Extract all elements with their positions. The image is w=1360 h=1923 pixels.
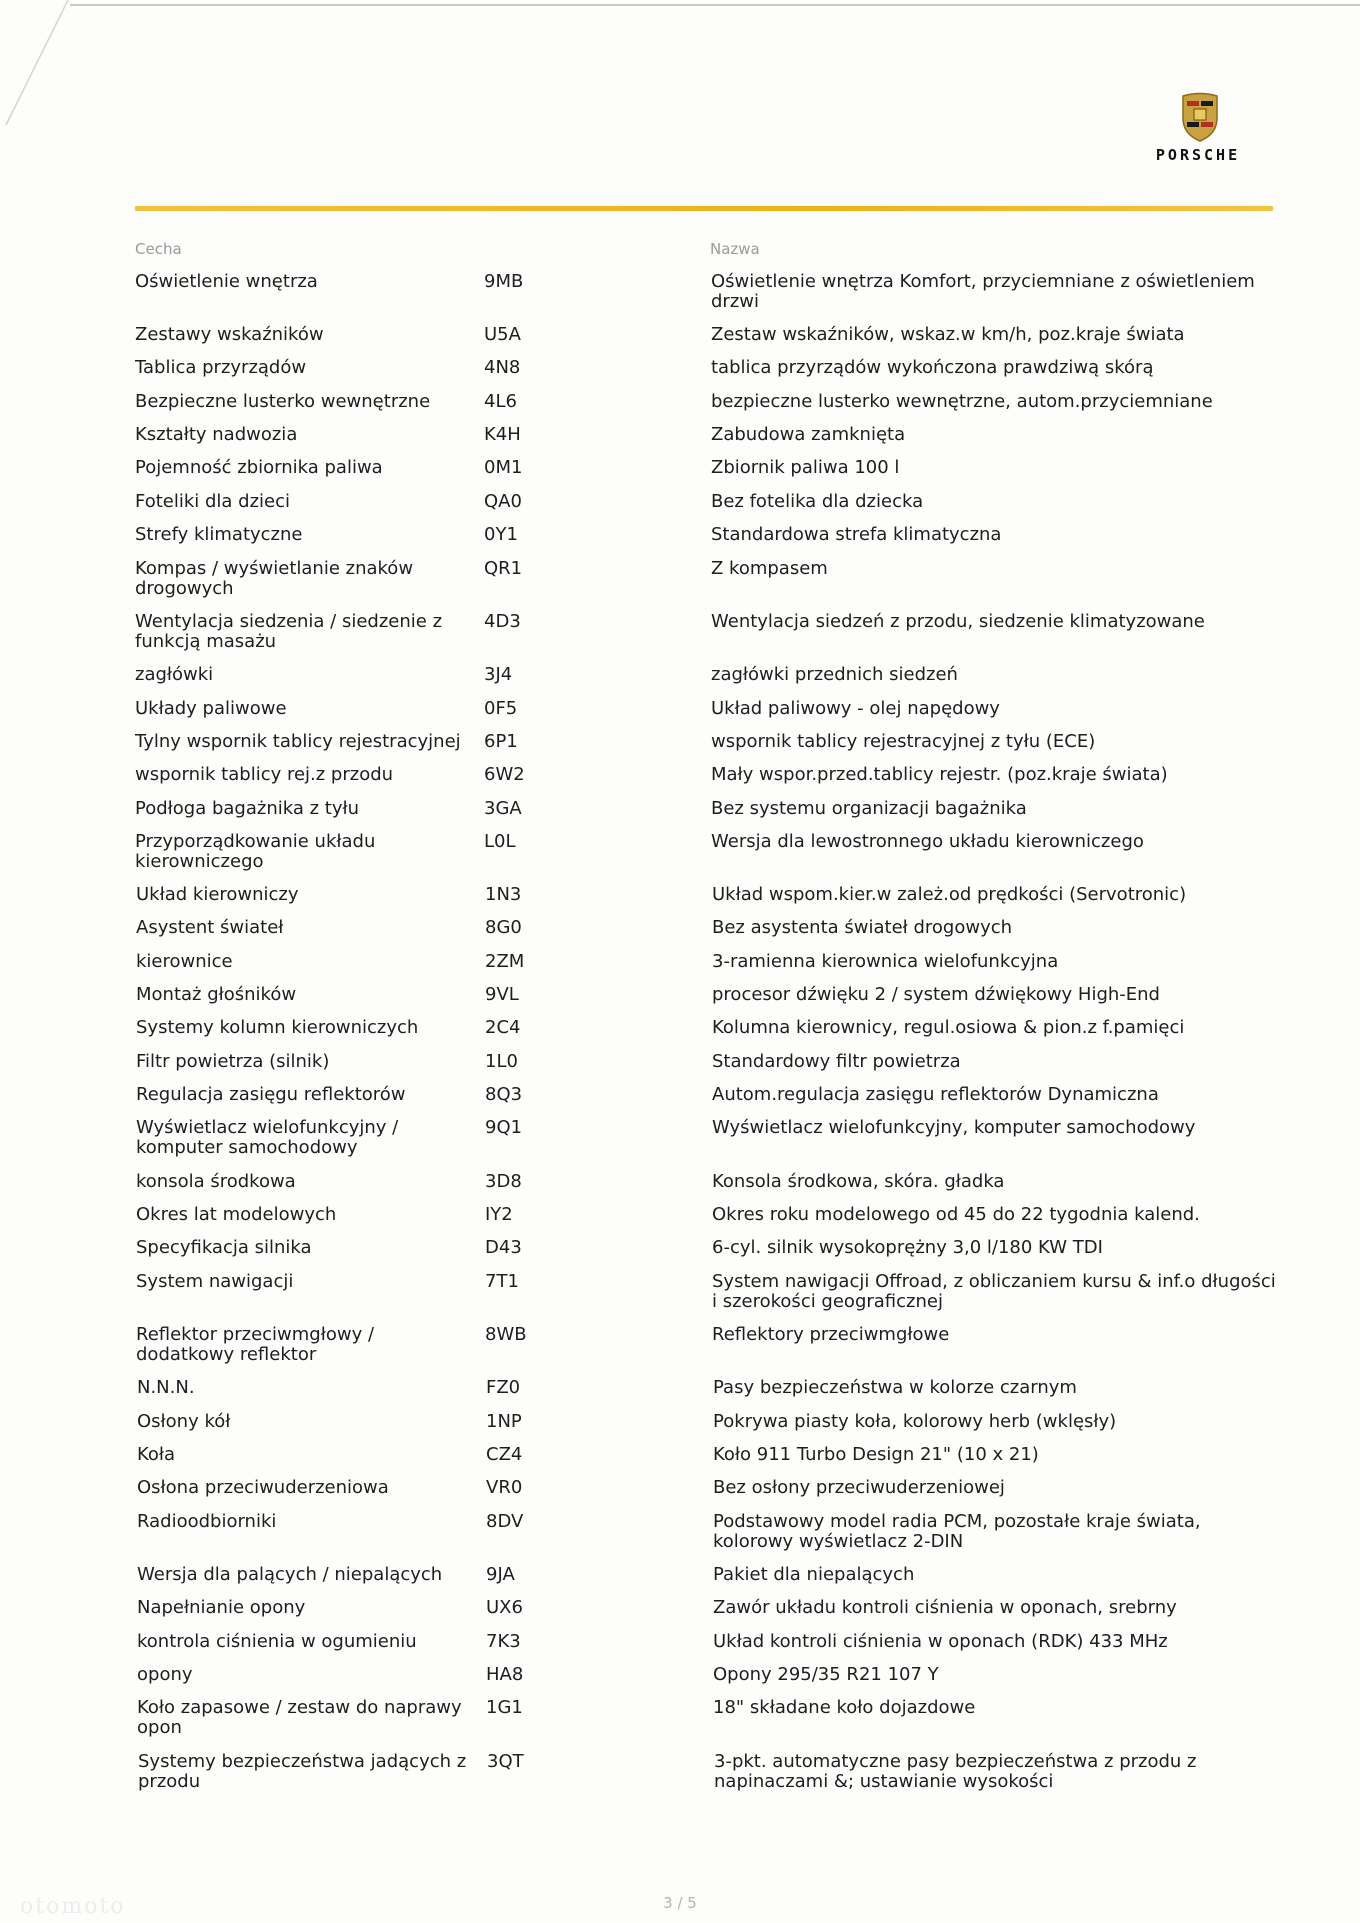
feature-cell: Układ kierowniczy: [136, 884, 299, 905]
code-cell: L0L: [484, 831, 516, 852]
name-cell: Z kompasem: [711, 558, 828, 579]
feature-cell: Wentylacja siedzenia / siedzenie z funkcją masażu: [135, 611, 443, 652]
feature-cell: Filtr powietrza (silnik): [136, 1051, 330, 1072]
name-cell: wspornik tablicy rejestracyjnej z tyłu (ECE): [711, 731, 1096, 752]
code-cell: 8WB: [485, 1324, 527, 1345]
scan-edge: [70, 4, 1360, 6]
code-cell: 3QT: [487, 1751, 524, 1772]
feature-cell: kontrola ciśnienia w ogumieniu: [137, 1631, 417, 1652]
scan-corner: [0, 0, 80, 130]
code-cell: 9Q1: [485, 1117, 523, 1138]
code-cell: 2C4: [485, 1017, 521, 1038]
feature-cell: kierownice: [136, 951, 233, 972]
name-cell: Podstawowy model radia PCM, pozostałe kraje świata, kolorowy wyświetlacz 2-DIN: [713, 1511, 1201, 1552]
name-cell: Bez fotelika dla dziecka: [711, 491, 924, 512]
feature-cell: Wyświetlacz wielofunkcyjny / komputer samochodowy: [136, 1117, 399, 1158]
name-cell: Zabudowa zamknięta: [711, 424, 906, 445]
feature-cell: Bezpieczne lusterko wewnętrzne: [135, 391, 431, 412]
feature-cell: Specyfikacja silnika: [136, 1237, 312, 1258]
code-cell: 9JA: [486, 1564, 515, 1585]
name-cell: Pasy bezpieczeństwa w kolorze czarnym: [713, 1377, 1077, 1398]
code-cell: 7K3: [486, 1631, 521, 1652]
feature-cell: Kształty nadwozia: [135, 424, 298, 445]
feature-cell: Tablica przyrządów: [135, 357, 307, 378]
code-cell: 9MB: [484, 271, 524, 292]
feature-cell: wspornik tablicy rej.z przodu: [135, 764, 394, 785]
code-cell: 4L6: [484, 391, 517, 412]
feature-cell: Reflektor przeciwmgłowy / dodatkowy reflektor: [136, 1324, 375, 1365]
name-cell: System nawigacji Offroad, z obliczaniem kursu & inf.o długości i szerokości geograficznej: [712, 1271, 1276, 1312]
feature-cell: Oświetlenie wnętrza: [135, 271, 318, 292]
code-cell: D43: [485, 1237, 522, 1258]
code-cell: HA8: [486, 1664, 524, 1685]
feature-cell: Koła: [137, 1444, 176, 1465]
page-number: 3 / 5: [663, 1894, 697, 1912]
feature-cell: opony: [137, 1664, 193, 1685]
name-cell: Bez asystenta świateł drogowych: [712, 917, 1013, 938]
watermark: otomoto: [20, 1894, 126, 1919]
name-cell: Kolumna kierownicy, regul.osiowa & pion.z f.pamięci: [712, 1017, 1185, 1038]
name-cell: Zbiornik paliwa 100 l: [711, 457, 900, 478]
name-cell: bezpieczne lusterko wewnętrzne, autom.przyciemniane: [711, 391, 1213, 412]
code-cell: K4H: [484, 424, 521, 445]
feature-cell: Osłony kół: [137, 1411, 231, 1432]
code-cell: 0F5: [484, 698, 518, 719]
code-cell: 3D8: [485, 1171, 522, 1192]
name-cell: Standardowa strefa klimatyczna: [711, 524, 1002, 545]
porsche-crest-icon: [1180, 92, 1220, 142]
name-cell: Opony 295/35 R21 107 Y: [713, 1664, 939, 1685]
name-cell: Autom.regulacja zasięgu reflektorów Dynamiczna: [712, 1084, 1159, 1105]
code-cell: UX6: [486, 1597, 523, 1618]
code-cell: 1G1: [486, 1697, 523, 1718]
code-cell: 3GA: [484, 798, 522, 819]
name-cell: Konsola środkowa, skóra. gładka: [712, 1171, 1005, 1192]
code-cell: 7T1: [485, 1271, 519, 1292]
feature-cell: Foteliki dla dzieci: [135, 491, 291, 512]
code-cell: 8Q3: [485, 1084, 523, 1105]
name-cell: Zawór układu kontroli ciśnienia w oponach, srebrny: [713, 1597, 1177, 1618]
code-cell: QA0: [484, 491, 522, 512]
code-cell: 1L0: [485, 1051, 518, 1072]
name-cell: Standardowy filtr powietrza: [712, 1051, 961, 1072]
feature-cell: Układy paliwowe: [135, 698, 287, 719]
code-cell: 9VL: [485, 984, 519, 1005]
code-cell: QR1: [484, 558, 523, 579]
code-cell: 1N3: [485, 884, 522, 905]
code-cell: 1NP: [486, 1411, 522, 1432]
feature-cell: Wersja dla palących / niepalących: [137, 1564, 443, 1585]
name-cell: Okres roku modelowego od 45 do 22 tygodnia kalend.: [712, 1204, 1200, 1225]
feature-cell: Radioodbiorniki: [137, 1511, 277, 1532]
code-cell: U5A: [484, 324, 521, 345]
feature-cell: Osłona przeciwuderzeniowa: [137, 1477, 389, 1498]
feature-cell: Pojemność zbiornika paliwa: [135, 457, 383, 478]
code-cell: CZ4: [486, 1444, 523, 1465]
name-cell: tablica przyrządów wykończona prawdziwą skórą: [711, 357, 1154, 378]
feature-cell: Okres lat modelowych: [136, 1204, 337, 1225]
name-cell: Pakiet dla niepalących: [713, 1564, 915, 1585]
name-cell: procesor dźwięku 2 / system dźwiękowy High-End: [712, 984, 1160, 1005]
code-cell: IY2: [485, 1204, 513, 1225]
name-cell: Bez osłony przeciwuderzeniowej: [713, 1477, 1005, 1498]
code-cell: 4D3: [484, 611, 521, 632]
column-header-feature: Cecha: [135, 240, 182, 258]
porsche-logo: [1128, 92, 1268, 167]
name-cell: Układ kontroli ciśnienia w oponach (RDK) 433 MHz: [713, 1631, 1168, 1652]
code-cell: 0Y1: [484, 524, 518, 545]
code-cell: 6P1: [484, 731, 518, 752]
name-cell: Układ paliwowy - olej napędowy: [711, 698, 1000, 719]
code-cell: 6W2: [484, 764, 525, 785]
name-cell: 18" składane koło dojazdowe: [713, 1697, 976, 1718]
name-cell: Wyświetlacz wielofunkcyjny, komputer samochodowy: [712, 1117, 1196, 1138]
name-cell: Reflektory przeciwmgłowe: [712, 1324, 950, 1345]
feature-cell: Tylny wspornik tablicy rejestracyjnej: [135, 731, 461, 752]
feature-cell: Przyporządkowanie układu kierowniczego: [135, 831, 376, 872]
name-cell: 6-cyl. silnik wysokoprężny 3,0 l/180 KW TDI: [712, 1237, 1103, 1258]
feature-cell: Koło zapasowe / zestaw do naprawy opon: [137, 1697, 462, 1738]
column-header-name: Nazwa: [710, 240, 760, 258]
feature-cell: Montaż głośników: [136, 984, 297, 1005]
code-cell: 2ZM: [485, 951, 525, 972]
code-cell: 8DV: [486, 1511, 524, 1532]
name-cell: Wentylacja siedzeń z przodu, siedzenie klimatyzowane: [711, 611, 1205, 632]
name-cell: zagłówki przednich siedzeń: [711, 664, 958, 685]
feature-cell: Regulacja zasięgu reflektorów: [136, 1084, 406, 1105]
name-cell: Mały wspor.przed.tablicy rejestr. (poz.kraje świata): [711, 764, 1168, 785]
code-cell: 8G0: [485, 917, 522, 938]
feature-cell: N.N.N.: [137, 1377, 195, 1398]
name-cell: 3-pkt. automatyczne pasy bezpieczeństwa z przodu z napinaczami &; ustawianie wysokości: [714, 1751, 1197, 1792]
feature-cell: konsola środkowa: [136, 1171, 296, 1192]
code-cell: FZ0: [486, 1377, 521, 1398]
name-cell: Układ wspom.kier.w zależ.od prędkości (Servotronic): [712, 884, 1187, 905]
feature-cell: Kompas / wyświetlanie znaków drogowych: [135, 558, 414, 599]
feature-cell: Strefy klimatyczne: [135, 524, 303, 545]
name-cell: 3-ramienna kierownica wielofunkcyjna: [712, 951, 1059, 972]
feature-cell: System nawigacji: [136, 1271, 294, 1292]
code-cell: VR0: [486, 1477, 523, 1498]
header-rule: [135, 206, 1273, 211]
code-cell: 4N8: [484, 357, 521, 378]
name-cell: Bez systemu organizacji bagażnika: [711, 798, 1027, 819]
feature-cell: Asystent świateł: [136, 917, 284, 938]
code-cell: 3J4: [484, 664, 513, 685]
feature-cell: Zestawy wskaźników: [135, 324, 324, 345]
feature-cell: Systemy kolumn kierowniczych: [136, 1017, 419, 1038]
feature-cell: Podłoga bagażnika z tyłu: [135, 798, 359, 819]
name-cell: Pokrywa piasty koła, kolorowy herb (wklęsły): [713, 1411, 1117, 1432]
feature-cell: Napełnianie opony: [137, 1597, 306, 1618]
name-cell: Koło 911 Turbo Design 21" (10 x 21): [713, 1444, 1039, 1465]
feature-cell: zagłówki: [135, 664, 214, 685]
brand-wordmark: PORSCHE: [1155, 146, 1241, 164]
name-cell: Wersja dla lewostronnego układu kierowniczego: [711, 831, 1144, 852]
code-cell: 0M1: [484, 457, 523, 478]
name-cell: Zestaw wskaźników, wskaz.w km/h, poz.kraje świata: [711, 324, 1185, 345]
feature-cell: Systemy bezpieczeństwa jadących z przodu: [138, 1751, 467, 1792]
name-cell: Oświetlenie wnętrza Komfort, przyciemniane z oświetleniem drzwi: [711, 271, 1255, 312]
